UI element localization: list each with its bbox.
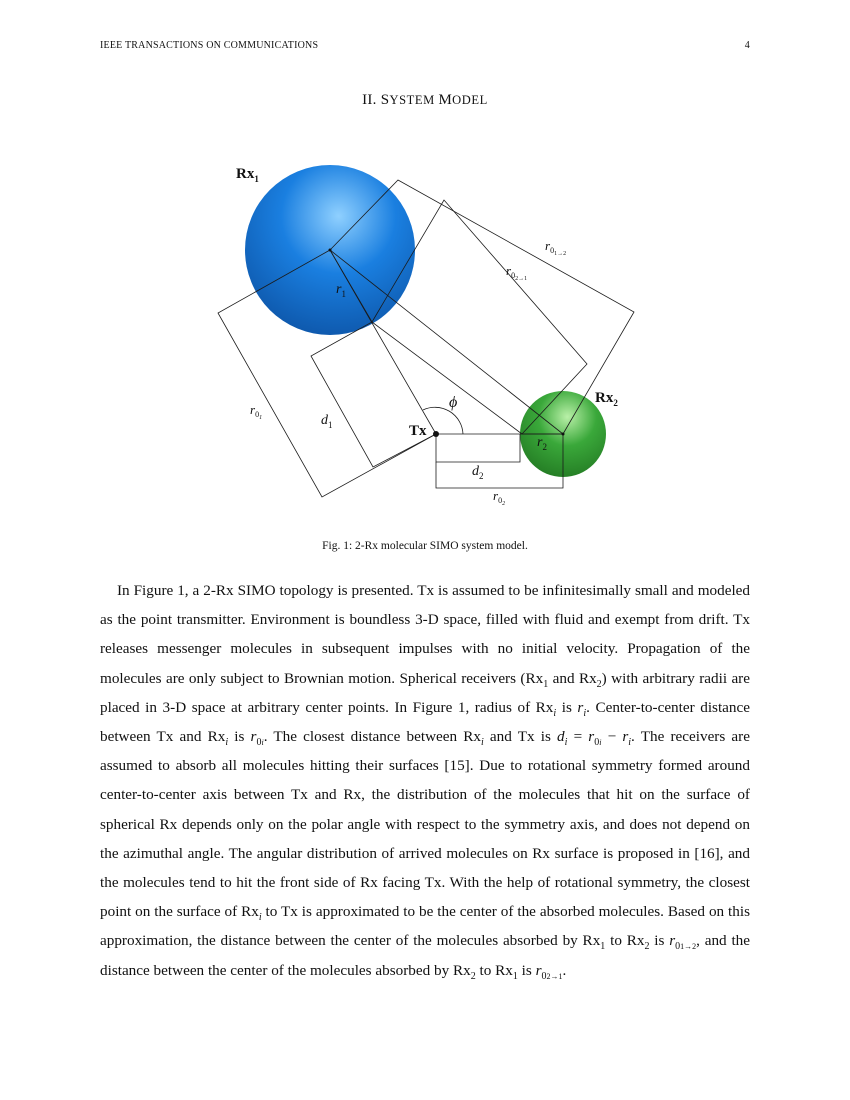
section-title-initial-1: S bbox=[380, 92, 390, 108]
d1-label: $d_1$ bbox=[321, 413, 333, 430]
r012-label: $r_01\to 2$ bbox=[545, 238, 567, 257]
rx2-label: $Rx_2$ bbox=[595, 390, 618, 408]
system-model-diagram bbox=[0, 150, 850, 530]
r021-label: $r_02\to 1$ bbox=[506, 263, 528, 282]
running-head bbox=[100, 40, 750, 56]
journal-name: IEEE TRANSACTIONS ON COMMUNICATIONS bbox=[100, 40, 319, 51]
r2-label: $r_2$ bbox=[537, 435, 547, 452]
section-title-initial-2: M bbox=[438, 92, 453, 108]
d1-bracket bbox=[311, 322, 436, 467]
rx1-center-point bbox=[329, 249, 332, 252]
section-title bbox=[0, 92, 850, 109]
body-text bbox=[100, 576, 750, 985]
section-title-rest-1: YSTEM bbox=[389, 93, 439, 107]
d2-bracket bbox=[436, 434, 520, 462]
section-number: II. bbox=[362, 92, 377, 108]
section-title-rest-2: ODEL bbox=[452, 93, 488, 107]
center-to-center-line bbox=[330, 250, 563, 434]
rx1-surface-to-rx2-line bbox=[372, 322, 522, 434]
r01-label: $r_01$ bbox=[250, 402, 263, 421]
figure-caption: Fig. 1: 2-Rx molecular SIMO system model. bbox=[322, 540, 528, 552]
body-paragraph: In Figure 1, a 2-Rx SIMO topology is presented. Tx is assumed to be infinitesimally small and modeled as the point transmitter. Environment is boundless 3-D space, filled with fluid and exempt from drift. Tx releases messenger molecules in subsequent impulses with no initial velocity. Propagation of the molecules are only subject to Brownian motion. Spherical receivers ($Rx_1$ and $Rx_2$) with arbitrary radii are placed in 3-D space at arbitrary center points. In Figure 1, radius of $Rx_i$ is $r_i$. Center-to-center distance between Tx and $Rx_i$ is $r_{0i}$. The closest distance between $Rx_i$ and Tx is $d_i = r_{0i} - r_i$. The receivers are assumed to absorb all molecules hitting their surfaces [15]. Due to rotational symmetry formed around center-to-center axis between Tx and Rx, the distribution of the molecules that hit on the surface of spherical Rx depends only on the polar angle with respect to the symmetry axis, and does not depend on the azimuthal angle. The angular distribution of arrived molecules on Rx surface is proposed in [16], and the molecules tend to hit the front side of Rx facing Tx. With the help of rotational symmetry, the closest point on the surface of $Rx_i$ to Tx is approximated to be the center of the absorbed molecules. Based on this approximation, the distance between the center of the molecules absorbed by $Rx_1$ to $Rx_2$ is $r_{01\to 2}$, and the distance between the center of the molecules absorbed by $Rx_2$ to $Rx_1$ is $r_{02\to 1}$. bbox=[100, 582, 751, 982]
system-model-figure bbox=[0, 150, 850, 530]
d2-label: $d_2$ bbox=[472, 464, 484, 481]
tx-label: Tx bbox=[409, 423, 427, 439]
page-number: 4 bbox=[744, 40, 750, 51]
r1-label: $r_1$ bbox=[336, 282, 346, 299]
r02-label: $r_02$ bbox=[493, 488, 506, 507]
rx2-center-point bbox=[562, 433, 565, 436]
phi-arc bbox=[423, 407, 463, 434]
phi-label: ϕ bbox=[449, 394, 458, 411]
rx1-label: $Rx_1$ bbox=[236, 166, 259, 184]
tx-point bbox=[433, 431, 439, 437]
